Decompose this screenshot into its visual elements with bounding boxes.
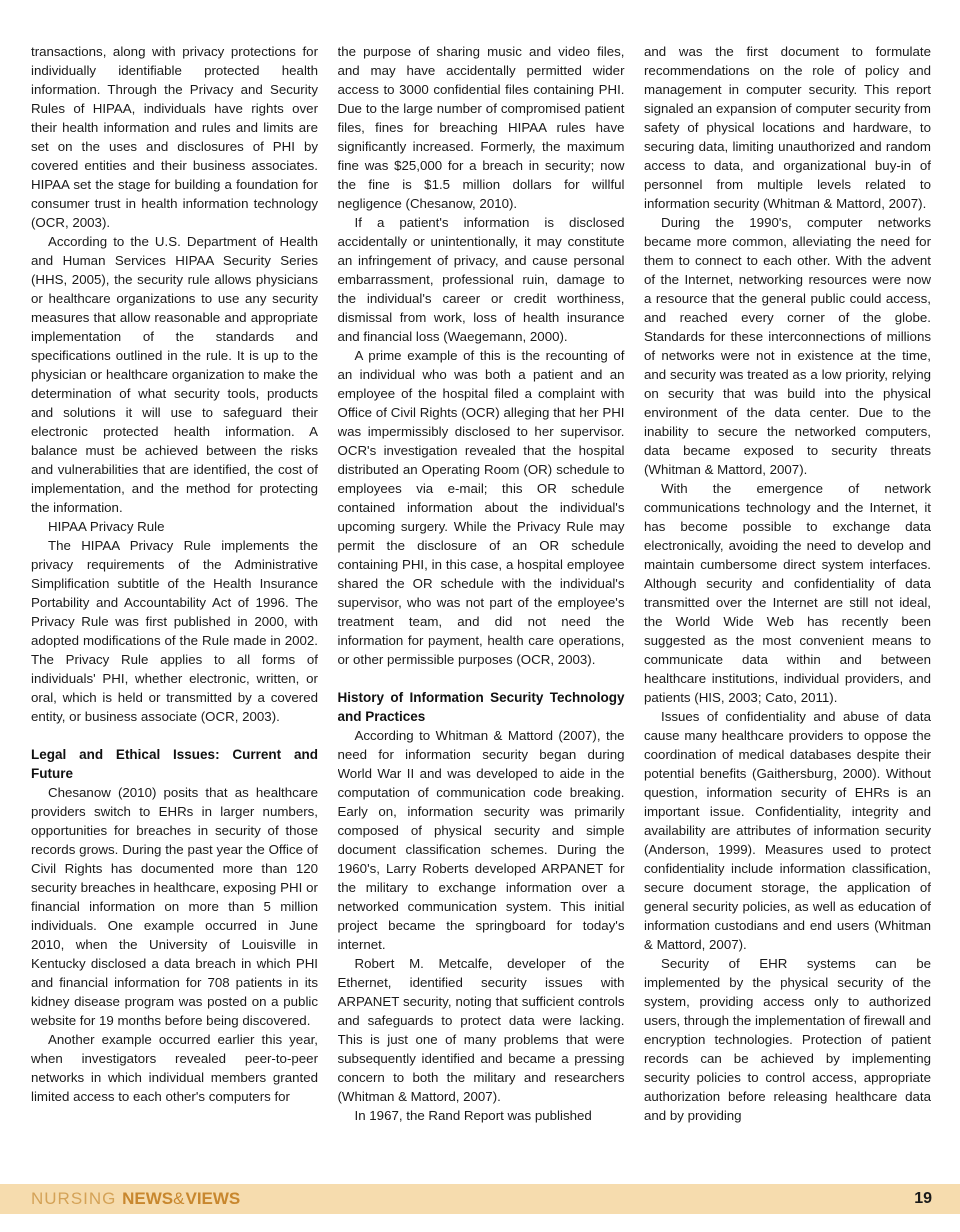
logo-nursing: NURSING [31,1189,117,1208]
article-body [31,42,931,1162]
paragraph: the purpose of sharing music and video files, and may have accidentally permitted wider access to 3000 confidential files containing PHI. Due to the large number of compromised patient files, fines for breaching HIPAA rules have significantly increased. Formerly, the maximum fine was $25,000 for a breach in security; now the fine is $1.5 million dollars for willful negligence (Chesanow, 2010). [337,44,625,211]
section-heading-legal-ethical: Legal and Ethical Issues: Current and Future [31,747,318,781]
logo-news: NEWS [122,1189,174,1208]
column-1 [31,42,318,1162]
paragraph: In 1967, the Rand Report was published [354,1108,592,1123]
column-3 [644,42,931,1162]
paragraph: With the emergence of network communications technology and the Internet, it has become possible to exchange data electronically, avoiding the need to develop and maintain cumbersome direct system interfaces. Although security and confidentiality of data transmitted over the Internet are still not ideal, the World Wide Web has recently been suggested as the most convenient means to communicate data within and between healthcare institutions, individual providers, and patients (HIS, 2003; Cato, 2011). [644,481,931,705]
paragraph: Robert M. Metcalfe, developer of the Ethernet, identified security issues with ARPANET security, noting that sufficient controls and safeguards to protect data were lacking. This is just one of many problems that were subsequently identified and became a pressing concern to both the military and researchers (Whitman & Mattord, 2007). [337,956,625,1104]
paragraph: Issues of confidentiality and abuse of data cause many healthcare providers to oppose the coordination of medical databases despite their potential benefits (Gaithersburg, 2000). Without question, information security of EHRs is an important issue. Confidentiality, integrity and availability are attributes of information security (Anderson, 1999). Measures used to protect confidentiality include information classification, secure document storage, the application of general security policies, as well as education of information custodians and end users (Whitman & Mattord, 2007). [644,709,931,952]
publication-logo [31,1189,240,1209]
section-heading-history: History of Information Security Technology and Practices [337,690,625,724]
paragraph: Security of EHR systems can be implemented by the physical security of the system, providing access only to authorized users, through the implementation of firewall and encryption technologies. Protection of patient records can be achieved by implementing security policies to control access, appropriate authorization before releasing healthcare data and by providing [644,956,931,1123]
paragraph: A prime example of this is the recounting of an individual who was both a patient and an employee of the hospital filed a complaint with Office of Civil Rights (OCR) alleging that her PHI was impermissibly disclosed to her supervisor. OCR's investigation revealed that the hospital distributed an Operating Room (OR) schedule to employees via e-mail; this OR schedule contained information about the individual's upcoming surgery. While the Privacy Rule may permit the disclosure of an OR schedule containing PHI, in this case, a hospital employee shared the OR schedule with the individual's supervisor, who was not part of the employee's treatment team, and did not need the information for payment, health care operations, or other permissible purposes (OCR, 2003). [337,348,625,667]
paragraph: According to the U.S. Department of Health and Human Services HIPAA Security Series (HHS, 2005), the security rule allows physicians or healthcare organizations to use any security measures that allow reasonable and appropriate implementation of the standards and specifications outlined in the rule. It is up to the physician or healthcare organization to make the determination of what security tools, products and solutions it will use to safeguard their electronic protected health information. A balance must be achieved between the risks and vulnerabilities that are identified, the cost of implementation, and the method for protecting the information. [31,234,318,515]
column-2 [338,42,625,1162]
paragraph: and was the first document to formulate recommendations on the role of policy and management in computer security. This report signaled an expansion of computer security from safety of physical locations and hardware, to securing data, limiting unauthorized and random access to data, and organizational buy-in of personnel from multiple levels related to information security (Whitman & Mattord, 2007). [644,44,931,211]
subheading-hipaa-privacy-rule: HIPAA Privacy Rule [48,519,165,534]
logo-views: VIEWS [185,1189,241,1208]
logo-ampersand: & [173,1189,186,1208]
paragraph: If a patient's information is disclosed accidentally or unintentionally, it may constitute an infringement of privacy, and cause personal embarrassment, professional ruin, damage to the individual's career or credit worthiness, dismissal from work, loss of health insurance and financial loss (Waegemann, 2000). [337,215,625,344]
paragraph: transactions, along with privacy protections for individually identifiable protected health information. Through the Privacy and Security Rules of HIPAA, individuals have rights over their health information and rules and limits are set on the uses and disclosures of PHI by covered entities and their business associates. HIPAA set the stage for building a foundation for consumer trust in health information technology (OCR, 2003). [31,44,318,230]
paragraph: During the 1990's, computer networks became more common, alleviating the need for them to connect to each other. With the advent of the Internet, networking resources were now a resource that the general public could access, and reached every corner of the globe. Standards for these interconnections of millions of networks were not in existence at the time, and security was treated as a low priority, relying on security that was build into the physical environment of the data center. Due to the inability to secure the networked computers, data became exposed to security threats (Whitman & Mattord, 2007). [644,215,931,477]
page-number: 19 [914,1190,932,1207]
paragraph: Chesanow (2010) posits that as healthcare providers switch to EHRs in larger numbers, opportunities for breaches in security of those records grows. During the past year the Office of Civil Rights has documented more than 120 security breaches in healthcare, exposing PHI or financial information on more than 5 million individuals. One example occurred in June 2010, when the University of Louisville in Kentucky disclosed a data breach in which PHI and financial information for 708 patients in its kidney disease program was posted on a public website for 19 months before being discovered. [31,785,318,1028]
paragraph: Another example occurred earlier this year, when investigators revealed peer-to-peer networks in which individual members granted limited access to each other's computers for [31,1032,318,1104]
paragraph: The HIPAA Privacy Rule implements the privacy requirements of the Administrative Simplification subtitle of the Health Insurance Portability and Accountability Act of 1996. The Privacy Rule was first published in 2000, with adopted modifications of the Rule made in 2002. The Privacy Rule applies to all forms of individuals' PHI, whether electronic, written, or oral, which is held or transmitted by a covered entity, or business associate (OCR, 2003). [31,538,318,724]
page-footer [0,1184,960,1214]
paragraph: According to Whitman & Mattord (2007), the need for information security began during World War II and was developed to aide in the computation of communication code breaking. Early on, information security was primarily composed of physical security and simple document classification schemes. During the 1960's, Larry Roberts developed ARPANET for the military to exchange information over a networked communication system. This initial project became the springboard for today's internet. [337,728,625,952]
